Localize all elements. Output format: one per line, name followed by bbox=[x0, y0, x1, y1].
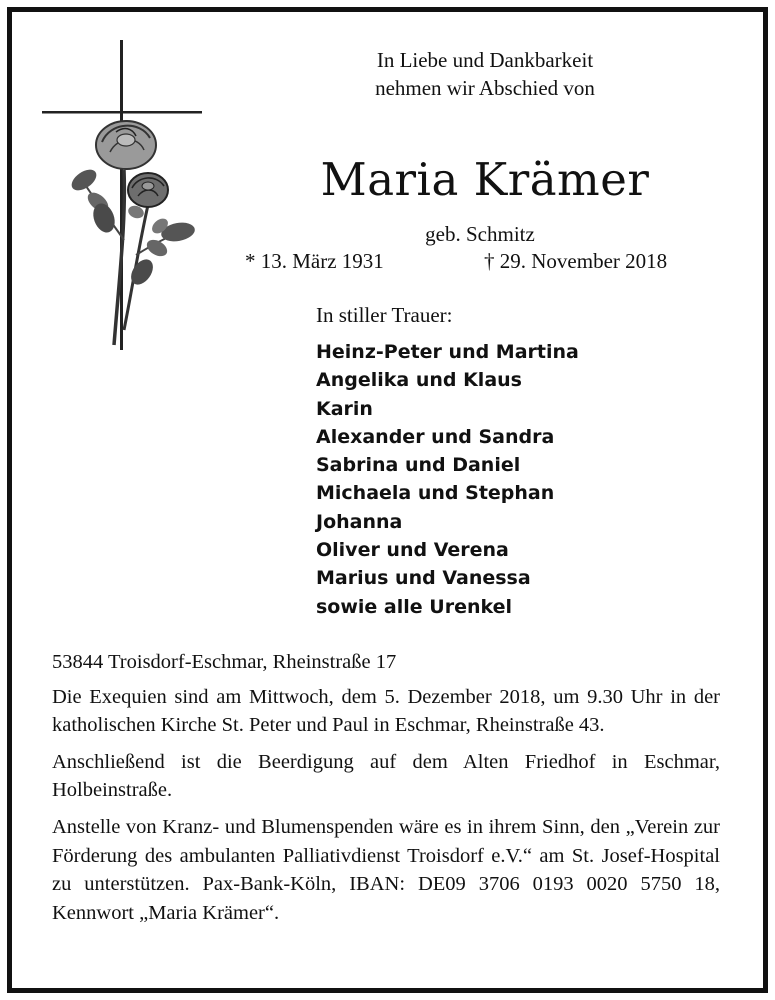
mourner-item: Heinz-Peter und Martina bbox=[316, 341, 579, 363]
mourner-item: Sabrina und Daniel bbox=[316, 454, 521, 477]
maiden-name: geb. Schmitz bbox=[425, 222, 535, 246]
death-date: † 29. November 2018 bbox=[484, 249, 668, 273]
intro-line-2: nehmen wir Abschied von bbox=[375, 76, 595, 100]
donation-paragraph: Anstelle von Kranz- und Blumenspenden wäre es in ihrem Sinn, den „Verein zur Förderung des ambulanten Palliativdienst Troisdorf e.V.“ am St. Josef-Hospital zu unterstützen. Pax-Bank-Köln, IBAN: DE09 3706 0193 0020 5750 18, Kennwort „Maria Krämer“. bbox=[52, 815, 720, 924]
deceased-name: Maria Krämer bbox=[320, 153, 650, 206]
mourner-item: Oliver und Verena bbox=[316, 539, 509, 562]
mourner-item: Michaela und Stephan bbox=[316, 482, 555, 505]
mourner-item: Karin bbox=[316, 397, 373, 420]
family-address: 53844 Troisdorf-Eschmar, Rheinstraße 17 bbox=[52, 651, 397, 673]
mourner-item: sowie alle Urenkel bbox=[316, 595, 513, 618]
mourning-label: In stiller Trauer: bbox=[316, 303, 453, 327]
intro-line-1: In Liebe und Dankbarkeit bbox=[376, 48, 594, 72]
mourner-item: Alexander und Sandra bbox=[316, 425, 555, 448]
mourners-list bbox=[316, 338, 579, 621]
burial-paragraph: Anschließend ist die Beerdigung auf dem Alten Friedhof in Eschmar, Holbeinstraße. bbox=[52, 750, 720, 802]
exequien-paragraph: Die Exequien sind am Mittwoch, dem 5. Dezember 2018, um 9.30 Uhr in der katholischen Kirche St. Peter und Paul in Eschmar, Rheinstraße 43. bbox=[52, 685, 720, 737]
birth-date: * 13. März 1931 bbox=[245, 249, 384, 273]
cross-with-roses-icon bbox=[40, 40, 210, 355]
mourner-item: Angelika und Klaus bbox=[316, 369, 522, 392]
notice-body bbox=[52, 648, 720, 935]
mourner-item: Marius und Vanessa bbox=[316, 567, 531, 590]
mourner-item: Johanna bbox=[316, 510, 403, 533]
